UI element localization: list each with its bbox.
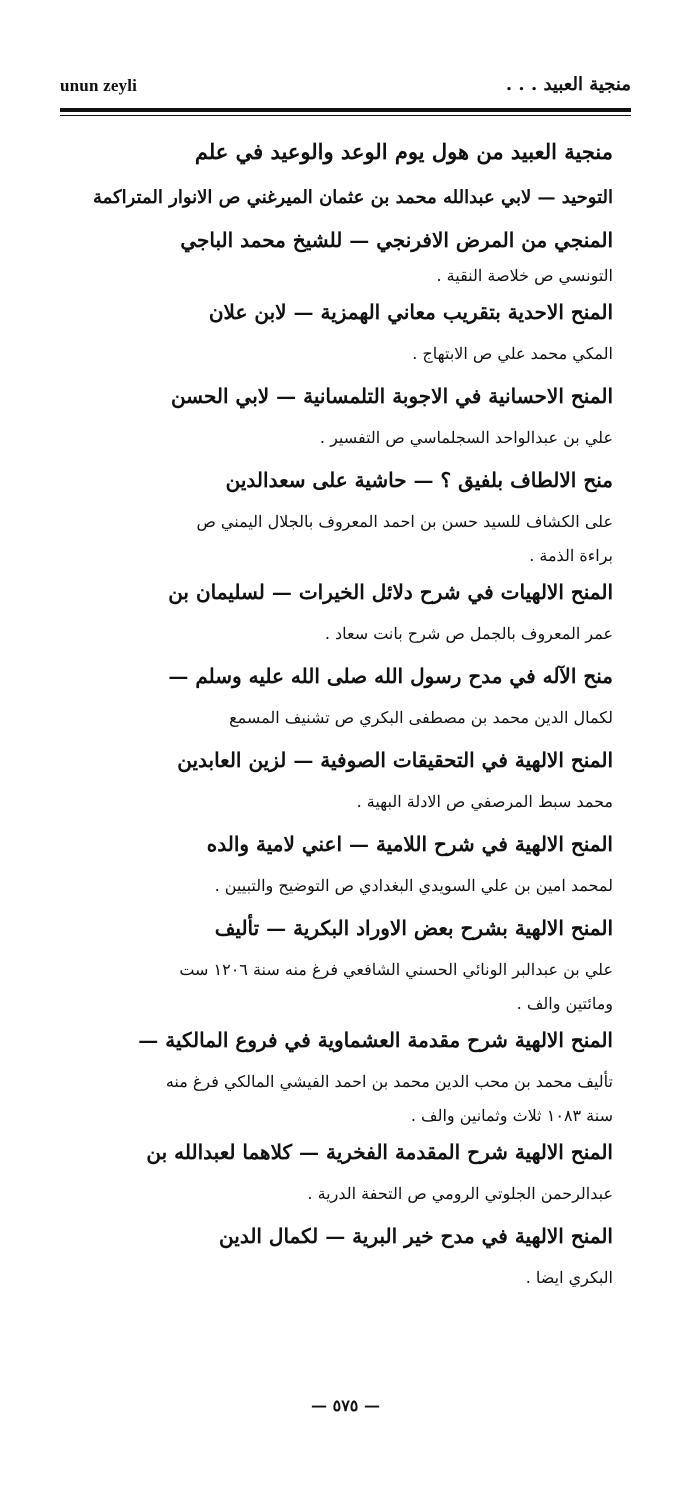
entry (78, 218, 613, 290)
entry (78, 822, 613, 906)
entry-title-line: المنجي من المرض الافرنجي — للشيخ محمد الباجي (180, 228, 613, 252)
entry-detail-line: لكمال الدين محمد بن مصطفى البكري ص تشنيف المسمع (229, 708, 613, 727)
entry-detail-line: علي بن عبدالبر الونائي الحسني الشافعي فرغ منه سنة ١٢٠٦ ست (179, 960, 613, 979)
entries-list (78, 126, 613, 1298)
entry-detail-line: عمر المعروف بالجمل ص شرح بانت سعاد . (324, 624, 613, 643)
header-rule-thin (60, 115, 631, 116)
entry-detail-line: تأليف محمد بن محب الدين محمد بن احمد الفيشي المالكي فرغ منه (165, 1072, 613, 1091)
entry (78, 654, 613, 738)
entry-title-line: المنح الالهيات في شرح دلائل الخيرات — لسليمان بن (168, 580, 613, 604)
entry-detail-line: براءة الذمة . (529, 546, 613, 565)
entry-detail-line: التونسي ص خلاصة النقية . (436, 266, 613, 285)
entry (78, 1018, 613, 1130)
entry-detail-line: لمحمد امين بن علي السويدي البغدادي ص التوضيح والتبيين . (214, 876, 613, 895)
entry-detail-line: البكري ايضا . (525, 1268, 613, 1287)
entry (78, 906, 613, 1018)
entry-title-line: المنح الالهية في شرح اللامية — اعني لامية والده (206, 832, 613, 856)
entry-detail-line: على الكشاف للسيد حسن بن احمد المعروف بالجلال اليمني ص (196, 512, 613, 531)
entry-title-line: المنح الاحسانية في الاجوبة التلمسانية — لابي الحسن (170, 384, 613, 408)
header-rule-thick (60, 108, 631, 112)
entry-title-line: المنح الالهية في التحقيقات الصوفية — لزين العابدين (177, 748, 613, 772)
entry-title-line: المنح الالهية بشرح بعض الاوراد البكرية — تأليف (214, 916, 613, 940)
entry-title-line: المنح الاحدية بتقريب معاني الهمزية — لابن علان (208, 300, 613, 324)
entry-detail-line: المكي محمد علي ص الابتهاج . (412, 344, 613, 363)
entry-detail-line: سنة ١٠٨٣ ثلاث وثمانين والف . (410, 1106, 613, 1125)
entry-title-line: المنح الالهية في مدح خير البرية — لكمال الدين (219, 1224, 613, 1248)
entry (78, 738, 613, 822)
entry-title-line: منح الالطاف بلفيق ؟ — حاشية على سعدالدين (225, 468, 613, 492)
entry-detail-line: محمد سبط المرصفي ص الادلة البهية . (356, 792, 613, 811)
entry-detail-line: عبدالرحمن الجلوتي الرومي ص التحفة الدرية . (307, 1184, 613, 1203)
entry-title-line: منجية العبيد من هول يوم الوعد والوعيد في علم (194, 139, 613, 164)
entry (78, 570, 613, 654)
entry (78, 1130, 613, 1214)
entry-detail-line: علي بن عبدالواحد السجلماسي ص التفسير . (319, 428, 613, 447)
entry (78, 1214, 613, 1298)
entry (78, 290, 613, 374)
entry-title-line: التوحيد — لابي عبدالله محمد بن عثمان الميرغني ص الانوار المتراكمة (92, 187, 613, 208)
entry (78, 126, 613, 218)
entry-title-line: المنح الالهية شرح مقدمة العشماوية في فروع المالكية — (138, 1028, 613, 1052)
header-right-text: منجية العبيد . . . (505, 74, 631, 95)
entry (78, 374, 613, 458)
running-header (60, 76, 631, 100)
page-number: — ٥٧٥ — (311, 1396, 380, 1415)
entry-title-line: منح الآله في مدح رسول الله صلى الله عليه وسلم — (168, 664, 613, 688)
entry-detail-line: ومائتين والف . (516, 994, 613, 1013)
entry (78, 458, 613, 570)
header-left-text: unun zeyli (60, 76, 138, 95)
entry-title-line: المنح الالهية شرح المقدمة الفخرية — كلاهما لعبدالله بن (146, 1140, 613, 1164)
